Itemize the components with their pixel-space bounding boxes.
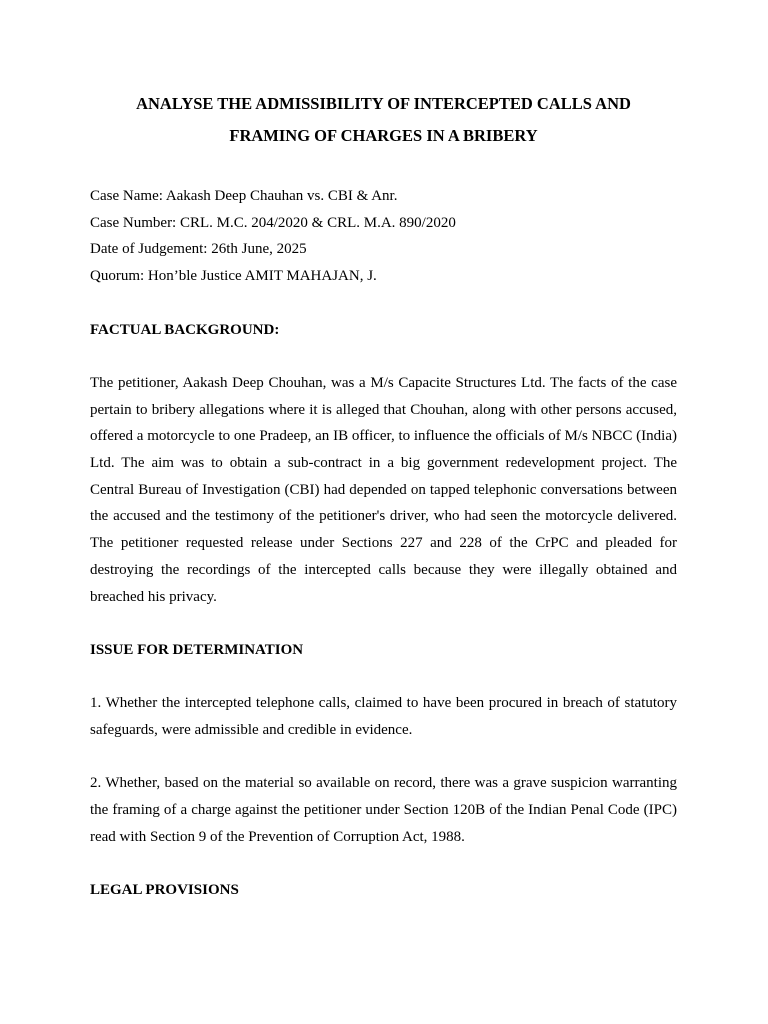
- issue-2: 2. Whether, based on the material so available on record, there was a grave suspicion warranting the framing of a charge against the petitioner under Section 120B of the Indian Penal Code (IPC) read with Section 9 of the Prevention of Corruption Act, 1988.: [90, 775, 677, 845]
- quorum: Quorum: Hon’ble Justice AMIT MAHAJAN, J.: [90, 268, 377, 285]
- date-of-judgement: Date of Judgement: 26th June, 2025: [90, 241, 307, 258]
- factual-background-paragraph: The petitioner, Aakash Deep Chouhan, was a M/s Capacite Structures Ltd. The facts of the case pertain to bribery allegations where it is alleged that Chouhan, along with other persons accused, offered a motorcycle to one Pradeep, an IB officer, to influence the officials of M/s NBCC (India) Ltd. The aim was to obtain a sub-contract in a big government redevelopment project. The Central Bureau of Investigation (CBI) had depended on tapped telephonic conversations between the accused and the testimony of the petitioner's driver, who had seen the motorcycle delivered. The petitioner requested release under Sections 227 and 228 of the CrPC and pleaded for destroying the recordings of the intercepted calls because they were illegally obtained and breached his privacy.: [90, 374, 677, 605]
- issue-1: 1. Whether the intercepted telephone calls, claimed to have been procured in breach of statutory safeguards, were admissible and credible in evidence.: [90, 695, 677, 738]
- title-line-2: FRAMING OF CHARGES IN A BRIBERY: [229, 126, 538, 145]
- case-name: Case Name: Aakash Deep Chauhan vs. CBI & Anr.: [90, 188, 398, 204]
- factual-background-heading: FACTUAL BACKGROUND:: [90, 321, 280, 338]
- legal-provisions-heading: LEGAL PROVISIONS: [90, 882, 239, 899]
- case-metadata: [90, 183, 677, 290]
- document-page: [90, 88, 677, 904]
- issue-heading: ISSUE FOR DETERMINATION: [90, 641, 304, 658]
- title-line-1: ANALYSE THE ADMISSIBILITY OF INTERCEPTED CALLS AND: [136, 94, 631, 113]
- case-number: Case Number: CRL. M.C. 204/2020 & CRL. M.A. 890/2020: [90, 214, 456, 231]
- document-title: [90, 88, 677, 152]
